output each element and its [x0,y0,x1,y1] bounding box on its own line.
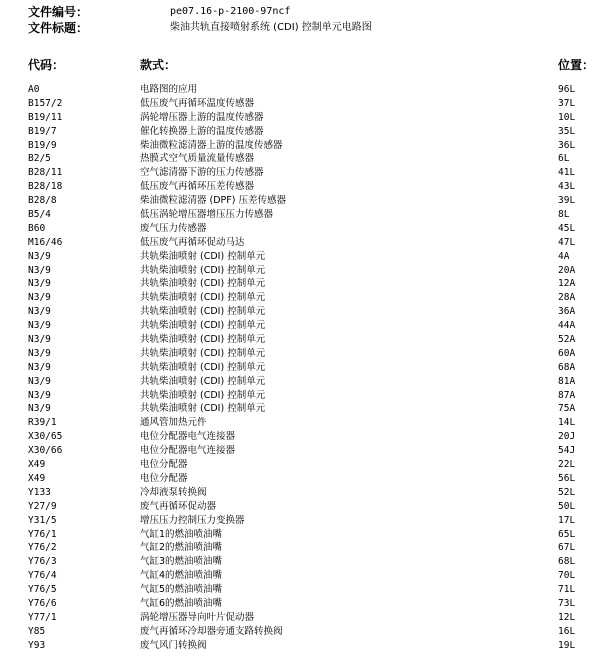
table-row [0,264,606,278]
row-code: R39/1 [28,417,57,429]
row-code: N3/9 [28,403,51,415]
row-description: 气缸1的燃油喷油嘴 [140,528,223,540]
row-code: N3/9 [28,250,51,262]
row-position: 22L [558,459,576,471]
table-row [0,555,606,569]
doc-title-value: 柴油共轨直接喷射系统 (CDI) 控制单元电路图 [170,22,372,33]
table-row [0,347,606,361]
row-code: Y133 [28,486,51,498]
row-position: 14L [558,417,576,429]
table-row [0,208,606,222]
row-description: 废气再循环冷却器旁通支路转换阀 [140,625,283,637]
row-description: 废气压力传感器 [140,222,207,234]
component-list [0,83,606,653]
row-description: 共轨柴油喷射 (CDI) 控制单元 [140,403,266,415]
row-position: 36A [558,306,576,318]
row-position: 41L [558,167,576,179]
row-description: 电位分配器 [140,459,188,471]
column-header-code: 代码： [28,58,65,72]
column-header-pos: 位置： [558,58,595,72]
table-row [0,444,606,458]
table-row [0,430,606,444]
row-description: 废气再循环促动器 [140,500,217,512]
table-row [0,541,606,555]
row-description: 电路图的应用 [140,84,198,95]
table-row [0,486,606,500]
row-code: N3/9 [28,347,51,359]
table-row [0,528,606,542]
row-code: X49 [28,459,46,471]
row-position: 43L [558,181,576,193]
row-description: 柴油微粒滤清器上游的温度传感器 [140,139,283,151]
row-position: 87A [558,389,576,401]
row-position: 65L [558,528,576,540]
row-position: 71L [558,584,576,596]
row-position: 52A [558,334,576,346]
row-position: 37L [558,97,576,109]
row-position: 4A [558,250,570,262]
row-code: N3/9 [28,389,51,401]
row-position: 8L [558,209,570,221]
row-description: 低压废气再循环促动马达 [140,236,245,248]
row-position: 17L [558,514,576,526]
doc-title-label: 文件标题： [28,21,89,35]
row-description: 气缸2的燃油喷油嘴 [140,542,223,554]
row-description: 共轨柴油喷射 (CDI) 控制单元 [140,389,266,401]
row-description: 通风管加热元件 [140,417,207,429]
row-description: 电位分配器电气连接器 [140,445,236,457]
row-position: 12A [558,278,576,290]
row-position: 12L [558,611,576,623]
row-description: 催化转换器上游的温度传感器 [140,125,264,137]
row-code: Y76/1 [28,528,57,540]
row-code: X49 [28,472,46,484]
row-position: 6L [558,153,570,165]
table-row [0,333,606,347]
row-code: Y76/4 [28,570,57,582]
row-code: B2/5 [28,153,51,165]
row-code: Y77/1 [28,611,57,623]
row-position: 28A [558,292,576,304]
row-code: N3/9 [28,320,51,332]
row-code: Y76/3 [28,556,57,568]
row-position: 10L [558,111,576,123]
row-description: 气缸3的燃油喷油嘴 [140,556,223,568]
row-position: 56L [558,472,576,484]
table-row [0,472,606,486]
table-row [0,305,606,319]
row-code: X30/66 [28,445,63,457]
row-position: 47L [558,236,576,248]
row-position: 70L [558,570,576,582]
row-position: 81A [558,375,576,387]
table-row [0,139,606,153]
table-row [0,125,606,139]
row-code: B19/7 [28,125,57,137]
table-row [0,361,606,375]
row-position: 45L [558,222,576,234]
doc-number-label: 文件编号： [28,5,89,19]
row-position: 54J [558,445,576,457]
table-row [0,222,606,236]
row-description: 气缸6的燃油喷油嘴 [140,597,223,609]
row-description: 共轨柴油喷射 (CDI) 控制单元 [140,347,266,359]
row-description: 气缸5的燃油喷油嘴 [140,584,223,596]
table-row [0,194,606,208]
row-position: 50L [558,500,576,512]
row-description: 低压涡轮增压器增压压力传感器 [140,209,274,221]
table-row [0,625,606,639]
row-position: 20A [558,264,576,276]
table-row [0,250,606,264]
row-description: 涡轮增压器上游的温度传感器 [140,111,264,123]
row-description: 涡轮增压器导向叶片促动器 [140,611,255,623]
row-code: B28/8 [28,195,57,207]
row-code: Y76/6 [28,597,57,609]
column-header-desc: 款式： [140,58,177,72]
row-description: 空气滤清器下游的压力传感器 [140,167,264,179]
table-row [0,166,606,180]
row-description: 柴油微粒滤清器 (DPF) 压差传感器 [140,195,286,207]
row-code: N3/9 [28,361,51,373]
table-row [0,180,606,194]
row-description: 低压废气再循环温度传感器 [140,97,255,109]
row-description: 共轨柴油喷射 (CDI) 控制单元 [140,278,266,290]
row-description: 冷却液泵转换阀 [140,486,207,498]
row-code: X30/65 [28,431,63,443]
row-position: 44A [558,320,576,332]
row-description: 共轨柴油喷射 (CDI) 控制单元 [140,306,266,318]
table-row [0,569,606,583]
row-description: 共轨柴油喷射 (CDI) 控制单元 [140,320,266,332]
row-code: Y76/2 [28,542,57,554]
table-row [0,500,606,514]
row-position: 75A [558,403,576,415]
table-row [0,402,606,416]
table-row [0,583,606,597]
row-code: Y27/9 [28,500,57,512]
row-position: 35L [558,125,576,137]
row-code: M16/46 [28,236,63,248]
row-code: Y31/5 [28,514,57,526]
row-code: A0 [28,84,40,95]
table-row [0,83,606,97]
table-row [0,291,606,305]
row-position: 96L [558,84,576,95]
row-description: 热膜式空气质量流量传感器 [140,153,255,165]
row-code: B28/11 [28,167,63,179]
row-position: 39L [558,195,576,207]
row-position: 68A [558,361,576,373]
row-code: Y85 [28,625,46,637]
row-description: 废气风门转换阀 [140,639,207,651]
row-description: 共轨柴油喷射 (CDI) 控制单元 [140,292,266,304]
table-row [0,389,606,403]
row-description: 气缸4的燃油喷油嘴 [140,570,223,582]
table-row [0,319,606,333]
table-row [0,514,606,528]
row-position: 20J [558,431,576,443]
table-row [0,277,606,291]
row-code: Y93 [28,639,46,651]
table-row [0,236,606,250]
row-code: N3/9 [28,375,51,387]
row-code: N3/9 [28,264,51,276]
table-row [0,111,606,125]
row-position: 73L [558,597,576,609]
row-position: 67L [558,542,576,554]
row-description: 电位分配器 [140,472,188,484]
row-code: B60 [28,222,46,234]
row-code: B157/2 [28,97,63,109]
row-code: N3/9 [28,278,51,290]
table-row [0,152,606,166]
row-position: 60A [558,347,576,359]
row-description: 共轨柴油喷射 (CDI) 控制单元 [140,361,266,373]
row-code: B19/9 [28,139,57,151]
row-code: Y76/5 [28,584,57,596]
table-row [0,375,606,389]
row-position: 52L [558,486,576,498]
row-code: N3/9 [28,306,51,318]
row-code: B19/11 [28,111,63,123]
row-position: 19L [558,639,576,651]
row-position: 68L [558,556,576,568]
row-code: B28/18 [28,181,63,193]
row-position: 16L [558,625,576,637]
row-description: 电位分配器电气连接器 [140,431,236,443]
table-row [0,416,606,430]
row-description: 共轨柴油喷射 (CDI) 控制单元 [140,264,266,276]
row-description: 共轨柴油喷射 (CDI) 控制单元 [140,334,266,346]
doc-number-value: pe07.16-p-2100-97ncf [170,6,291,17]
table-row [0,97,606,111]
row-description: 低压废气再循环压差传感器 [140,181,255,193]
row-description: 共轨柴油喷射 (CDI) 控制单元 [140,375,266,387]
row-code: B5/4 [28,209,51,221]
row-code: N3/9 [28,334,51,346]
row-description: 共轨柴油喷射 (CDI) 控制单元 [140,250,266,262]
row-position: 36L [558,139,576,151]
table-row [0,639,606,653]
table-row [0,458,606,472]
row-code: N3/9 [28,292,51,304]
table-row [0,611,606,625]
row-description: 增压压力控制压力变换器 [140,514,245,526]
table-row [0,597,606,611]
